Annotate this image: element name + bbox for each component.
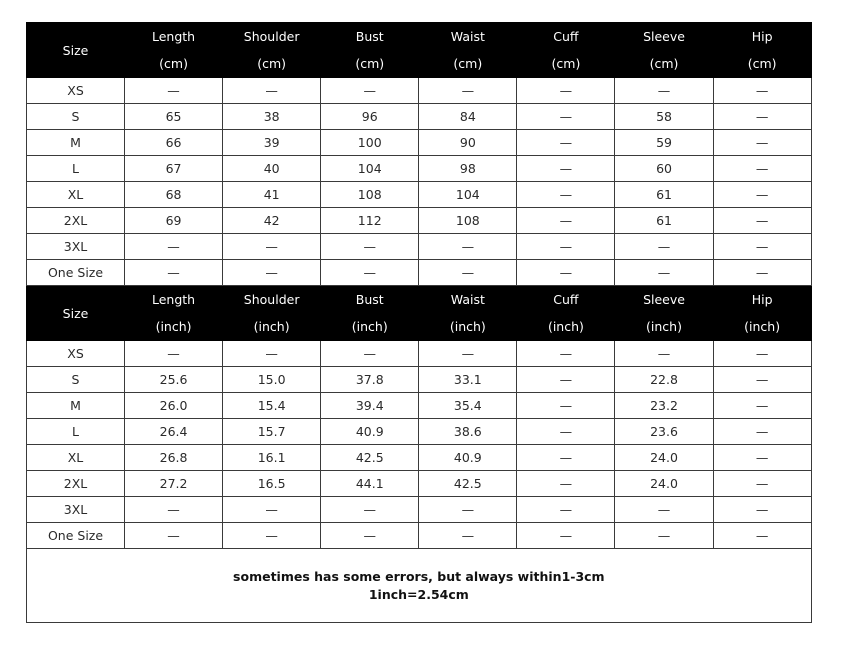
measurement-note xyxy=(27,549,812,623)
measurement-cell: — xyxy=(125,497,223,523)
column-unit: (cm) xyxy=(551,56,581,71)
measurement-cell: — xyxy=(517,260,615,286)
cm-table-header-cell xyxy=(125,23,223,78)
inch-table-row xyxy=(27,367,812,393)
measurement-cell: 26.8 xyxy=(125,445,223,471)
measurement-cell: — xyxy=(713,156,811,182)
measurement-cell: — xyxy=(125,234,223,260)
measurement-cell: 59 xyxy=(615,130,713,156)
measurement-cell: — xyxy=(223,234,321,260)
column-unit: (inch) xyxy=(547,319,584,334)
measurement-cell: — xyxy=(419,260,517,286)
size-label-cell: XS xyxy=(27,78,125,104)
measurement-cell: — xyxy=(713,497,811,523)
size-label-cell: 2XL xyxy=(27,471,125,497)
measurement-cell: — xyxy=(125,523,223,549)
measurement-cell: — xyxy=(419,78,517,104)
measurement-cell: 27.2 xyxy=(125,471,223,497)
measurement-cell: — xyxy=(713,419,811,445)
cm-table-row xyxy=(27,104,812,130)
column-name: Hip xyxy=(751,292,773,307)
measurement-cell: 65 xyxy=(125,104,223,130)
measurement-cell: — xyxy=(517,156,615,182)
measurement-cell: — xyxy=(713,367,811,393)
size-label-cell: XL xyxy=(27,445,125,471)
column-unit: (inch) xyxy=(646,319,682,334)
cm-table-header-cell xyxy=(223,23,321,78)
column-unit: (inch) xyxy=(155,319,192,334)
measurement-cell: — xyxy=(517,367,615,393)
measurement-cell: — xyxy=(321,497,419,523)
measurement-cell: — xyxy=(223,523,321,549)
cm-table-header-cell xyxy=(27,23,125,78)
measurement-cell: — xyxy=(517,130,615,156)
measurement-cell: 25.6 xyxy=(125,367,223,393)
measurement-cell: — xyxy=(713,208,811,234)
inch-table-header-cell xyxy=(517,286,615,341)
measurement-cell: 24.0 xyxy=(615,445,713,471)
measurement-cell: — xyxy=(419,341,517,367)
inch-table-row xyxy=(27,419,812,445)
column-name: Sleeve xyxy=(643,29,685,44)
measurement-cell: 67 xyxy=(125,156,223,182)
measurement-cell: — xyxy=(223,260,321,286)
measurement-cell: 42 xyxy=(223,208,321,234)
measurement-cell: — xyxy=(517,341,615,367)
column-name: Length xyxy=(151,29,196,44)
measurement-cell: 108 xyxy=(321,182,419,208)
measurement-cell: — xyxy=(125,260,223,286)
measurement-cell: — xyxy=(125,341,223,367)
measurement-cell: — xyxy=(713,182,811,208)
measurement-cell: 15.0 xyxy=(223,367,321,393)
column-name: Cuff xyxy=(553,29,579,44)
inch-table-header-cell xyxy=(713,286,811,341)
size-label-cell: One Size xyxy=(27,260,125,286)
measurement-cell: 24.0 xyxy=(615,471,713,497)
measurement-cell: — xyxy=(517,445,615,471)
column-unit: (cm) xyxy=(649,56,679,71)
measurement-cell: 42.5 xyxy=(321,445,419,471)
size-label-cell: 3XL xyxy=(27,234,125,260)
measurement-cell: — xyxy=(321,234,419,260)
column-unit: (cm) xyxy=(747,56,777,71)
measurement-cell: 22.8 xyxy=(615,367,713,393)
column-unit: (inch) xyxy=(351,319,388,334)
cm-table-row xyxy=(27,78,812,104)
size-chart-body xyxy=(27,23,812,623)
measurement-cell: — xyxy=(713,130,811,156)
measurement-cell: — xyxy=(713,445,811,471)
measurement-cell: 40.9 xyxy=(419,445,517,471)
measurement-cell: — xyxy=(713,471,811,497)
measurement-cell: 16.5 xyxy=(223,471,321,497)
measurement-cell: 39.4 xyxy=(321,393,419,419)
measurement-cell: — xyxy=(713,260,811,286)
measurement-cell: — xyxy=(615,497,713,523)
inch-table-row xyxy=(27,445,812,471)
measurement-cell: 40 xyxy=(223,156,321,182)
measurement-cell: 26.0 xyxy=(125,393,223,419)
measurement-cell: 96 xyxy=(321,104,419,130)
inch-table-header-row xyxy=(27,286,812,341)
column-unit: (inch) xyxy=(449,319,486,334)
measurement-cell: — xyxy=(517,104,615,130)
measurement-cell: — xyxy=(713,393,811,419)
cm-table-header-cell xyxy=(615,23,713,78)
measurement-cell: 15.4 xyxy=(223,393,321,419)
size-label-cell: XS xyxy=(27,341,125,367)
size-label-cell: L xyxy=(27,419,125,445)
cm-table-row xyxy=(27,208,812,234)
inch-table-header-cell xyxy=(615,286,713,341)
measurement-cell: 60 xyxy=(615,156,713,182)
column-unit: (cm) xyxy=(355,56,385,71)
measurement-cell: 42.5 xyxy=(419,471,517,497)
measurement-cell: — xyxy=(223,78,321,104)
column-unit: (cm) xyxy=(257,56,287,71)
cm-table-row xyxy=(27,156,812,182)
measurement-cell: 69 xyxy=(125,208,223,234)
measurement-cell: — xyxy=(713,234,811,260)
cm-table-header-cell xyxy=(321,23,419,78)
inch-table-row xyxy=(27,497,812,523)
inch-table-row xyxy=(27,341,812,367)
measurement-cell: 104 xyxy=(321,156,419,182)
size-label-cell: L xyxy=(27,156,125,182)
size-label-cell: XL xyxy=(27,182,125,208)
inch-table-header-cell xyxy=(125,286,223,341)
cm-table-row xyxy=(27,260,812,286)
column-name: Length xyxy=(151,292,196,307)
measurement-cell: — xyxy=(615,523,713,549)
measurement-cell: — xyxy=(713,523,811,549)
inch-table-header-cell xyxy=(27,286,125,341)
measurement-cell: 104 xyxy=(419,182,517,208)
measurement-cell: 68 xyxy=(125,182,223,208)
size-label-cell: 2XL xyxy=(27,208,125,234)
column-name: Sleeve xyxy=(643,292,685,307)
column-unit: (cm) xyxy=(453,56,483,71)
inch-table-header-cell xyxy=(321,286,419,341)
measurement-cell: — xyxy=(321,78,419,104)
measurement-cell: 37.8 xyxy=(321,367,419,393)
column-name: Size xyxy=(62,305,89,321)
measurement-cell: — xyxy=(517,471,615,497)
column-name: Bust xyxy=(355,29,384,44)
measurement-cell: 40.9 xyxy=(321,419,419,445)
measurement-cell: 44.1 xyxy=(321,471,419,497)
column-name: Hip xyxy=(751,29,773,44)
inch-table-row xyxy=(27,471,812,497)
measurement-cell: — xyxy=(517,78,615,104)
measurement-cell: — xyxy=(223,341,321,367)
inch-table-row xyxy=(27,393,812,419)
measurement-cell: — xyxy=(517,419,615,445)
column-name: Size xyxy=(62,42,89,58)
measurement-note-row xyxy=(27,549,812,623)
measurement-cell: — xyxy=(419,497,517,523)
measurement-cell: 35.4 xyxy=(419,393,517,419)
cm-table-row xyxy=(27,234,812,260)
cm-table-header-row xyxy=(27,23,812,78)
measurement-cell: — xyxy=(713,104,811,130)
measurement-cell: 98 xyxy=(419,156,517,182)
cm-table-row xyxy=(27,130,812,156)
cm-table-row xyxy=(27,182,812,208)
measurement-cell: 33.1 xyxy=(419,367,517,393)
measurement-cell: — xyxy=(615,234,713,260)
column-name: Cuff xyxy=(553,292,579,307)
measurement-note-conversion: 1inch=2.54cm xyxy=(368,586,469,602)
measurement-cell: — xyxy=(517,234,615,260)
size-label-cell: S xyxy=(27,367,125,393)
measurement-cell: — xyxy=(517,208,615,234)
measurement-cell: — xyxy=(615,78,713,104)
measurement-cell: 66 xyxy=(125,130,223,156)
inch-table-row xyxy=(27,523,812,549)
column-unit: (cm) xyxy=(159,56,188,71)
column-name: Bust xyxy=(355,292,384,307)
measurement-cell: — xyxy=(713,341,811,367)
measurement-cell: 23.6 xyxy=(615,419,713,445)
size-label-cell: 3XL xyxy=(27,497,125,523)
measurement-cell: 26.4 xyxy=(125,419,223,445)
measurement-note-tolerance: sometimes has some errors, but always within1-3cm xyxy=(233,568,605,584)
measurement-cell: 112 xyxy=(321,208,419,234)
size-label-cell: M xyxy=(27,393,125,419)
measurement-cell: 61 xyxy=(615,208,713,234)
cm-table-header-cell xyxy=(517,23,615,78)
measurement-cell: — xyxy=(321,523,419,549)
measurement-cell: — xyxy=(713,78,811,104)
measurement-cell: 61 xyxy=(615,182,713,208)
size-label-cell: One Size xyxy=(27,523,125,549)
column-unit: (inch) xyxy=(744,319,781,334)
measurement-cell: — xyxy=(321,260,419,286)
measurement-cell: — xyxy=(321,341,419,367)
cm-table-header-cell xyxy=(713,23,811,78)
measurement-cell: 100 xyxy=(321,130,419,156)
column-name: Shoulder xyxy=(243,292,300,307)
measurement-cell: — xyxy=(517,182,615,208)
measurement-cell: — xyxy=(517,393,615,419)
measurement-cell: 23.2 xyxy=(615,393,713,419)
measurement-cell: — xyxy=(125,78,223,104)
measurement-cell: 39 xyxy=(223,130,321,156)
measurement-cell: 16.1 xyxy=(223,445,321,471)
size-chart-table xyxy=(26,22,812,623)
measurement-cell: 90 xyxy=(419,130,517,156)
column-name: Waist xyxy=(450,292,485,307)
size-label-cell: S xyxy=(27,104,125,130)
column-unit: (inch) xyxy=(253,319,290,334)
measurement-cell: 84 xyxy=(419,104,517,130)
measurement-cell: 15.7 xyxy=(223,419,321,445)
measurement-cell: — xyxy=(419,523,517,549)
measurement-cell: 38.6 xyxy=(419,419,517,445)
measurement-cell: 108 xyxy=(419,208,517,234)
measurement-cell: 41 xyxy=(223,182,321,208)
measurement-cell: — xyxy=(419,234,517,260)
measurement-cell: — xyxy=(517,497,615,523)
measurement-cell: — xyxy=(223,497,321,523)
cm-table-header-cell xyxy=(419,23,517,78)
measurement-cell: — xyxy=(517,523,615,549)
inch-table-header-cell xyxy=(223,286,321,341)
inch-table-header-cell xyxy=(419,286,517,341)
size-label-cell: M xyxy=(27,130,125,156)
column-name: Waist xyxy=(450,29,485,44)
measurement-cell: — xyxy=(615,341,713,367)
measurement-cell: 58 xyxy=(615,104,713,130)
column-name: Shoulder xyxy=(243,29,300,44)
measurement-cell: 38 xyxy=(223,104,321,130)
measurement-cell: — xyxy=(615,260,713,286)
